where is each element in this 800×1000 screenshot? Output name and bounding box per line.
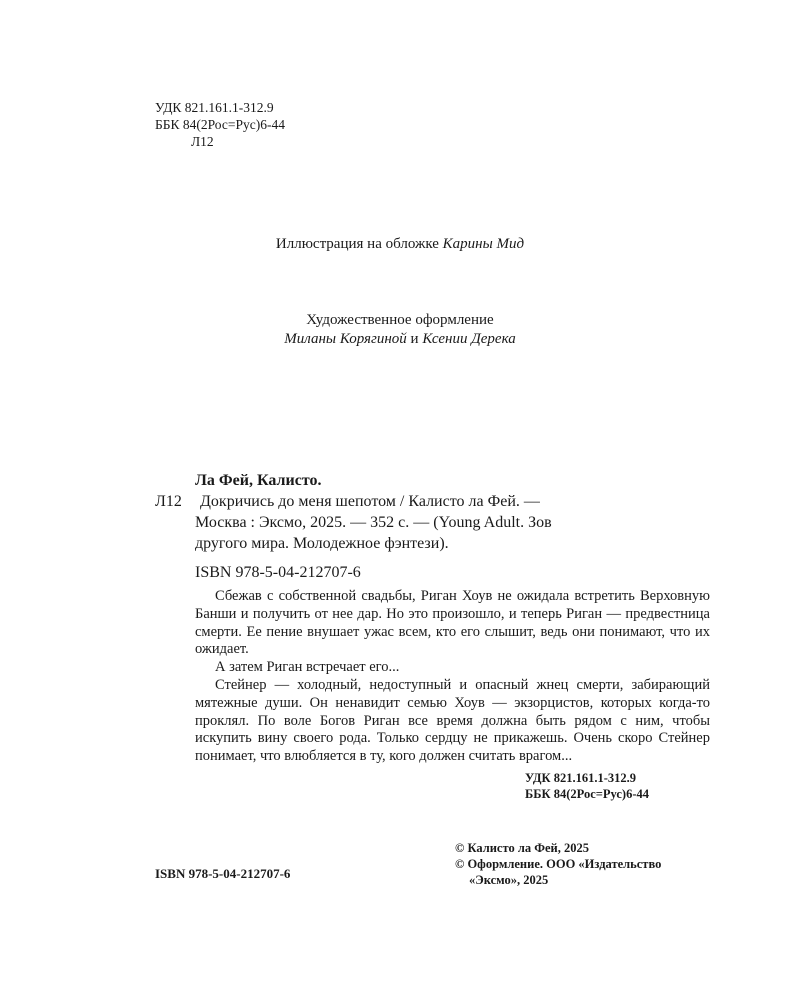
annotation-paragraph-3: Стейнер — холодный, недоступный и опасный жнец смерти, забирающий мятежные души. Он ненавидит семью Хоув — экзорцистов, которых когда-то проклял. По воле Богов Риган все время должна быть рядом с ним, чтобы искупить вину своего рода. Только сердцу не прикажешь. Очень скоро Стейнер понимает, что влюбляется в ту, кого должен считать врагом... <box>195 676 710 765</box>
catalog-code: Л12 <box>155 493 182 510</box>
isbn-bottom: ISBN 978-5-04-212707-6 <box>155 866 291 881</box>
designer-2: Ксении Дерека <box>422 331 516 347</box>
illustration-credit <box>0 236 800 253</box>
designer-1: Миланы Корягиной <box>284 331 407 347</box>
classification-block <box>155 99 285 150</box>
author-mark: Л12 <box>191 134 214 149</box>
copyright-line-1: © Калисто ла Фей, 2025 <box>455 841 589 855</box>
design-credit <box>0 311 800 349</box>
catalog-line-1: Докричись до меня шепотом / Калисто ла Фей. — <box>200 493 540 510</box>
catalog-author: Ла Фей, Калисто. <box>195 472 322 489</box>
annotation-paragraph-1: Сбежав с собственной свадьбы, Риган Хоув не ожидала встретить Верховную Банши и получить от нее дар. Но это произошло, и теперь Риган — предвестница смерти. Ее пение внушает ужас всем, кто его слышит, ведь они понимают, что их ожидает. <box>195 588 710 658</box>
annotation <box>195 588 710 802</box>
catalog-entry <box>155 470 715 583</box>
catalog-line-3: другого мира. Молодежное фэнтези). <box>195 535 449 552</box>
designer-conj: и <box>410 331 419 347</box>
design-title: Художественное оформление <box>306 312 494 328</box>
copyright-line-3: «Эксмо», 2025 <box>469 873 549 887</box>
annotation-paragraph-2: А затем Риган встречает его... <box>215 659 400 676</box>
catalog-isbn: ISBN 978-5-04-212707-6 <box>195 564 361 581</box>
catalog-title-row <box>155 491 715 512</box>
bbk-code: ББК 84(2Рос=Рус)6-44 <box>155 117 285 132</box>
illustration-prefix: Иллюстрация на обложке <box>275 236 439 252</box>
catalog-line-2: Москва : Эксмо, 2025. — 352 с. — (Young Adult. Зов <box>195 514 552 531</box>
annotation-bbk: ББК 84(2Рос=Рус)6-44 <box>525 786 649 801</box>
designers-line <box>0 330 800 349</box>
copyright-line-2: © Оформление. ООО «Издательство <box>455 857 662 871</box>
annotation-udk: УДК 821.161.1-312.9 <box>525 770 636 785</box>
illustrator-name: Карины Мид <box>442 236 525 252</box>
annotation-classification <box>195 770 695 802</box>
copyright-block <box>455 840 661 888</box>
udk-code: УДК 821.161.1-312.9 <box>155 100 274 115</box>
